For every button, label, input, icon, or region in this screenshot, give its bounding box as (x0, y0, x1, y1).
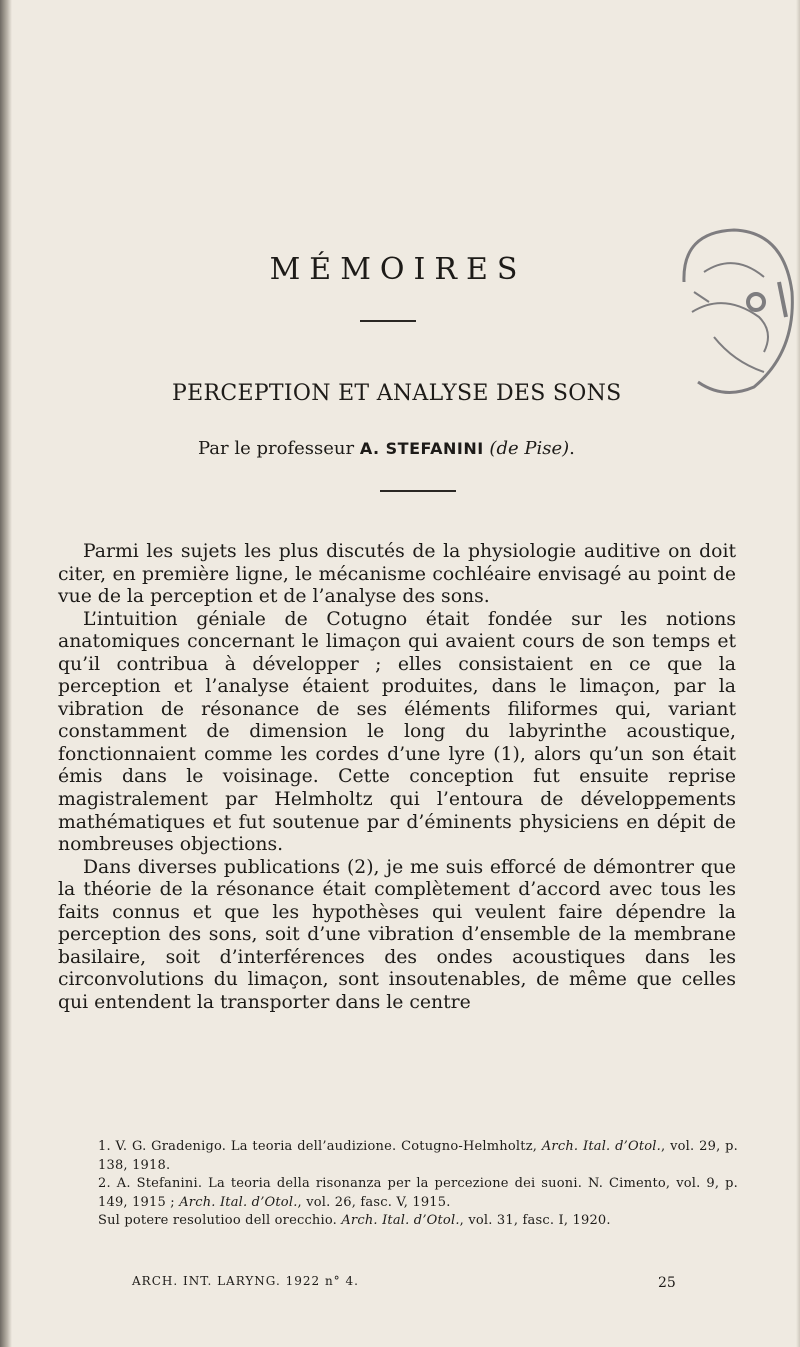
author-suffix: . (569, 438, 575, 459)
author-prefix: Par le professeur (198, 438, 360, 459)
paragraph: L’intuition géniale de Cotugno était fondée sur les notions anatomiques concernant le limaçon qui avaient cours de son temps et qu’il contribua à développer ; elles consistaient en ce que la perception et l’analyse étaient produites, dans le limaçon, par la vibration de résonance de ses éléments filiformes qui, variant constamment de dimension le long du labyrinthe acoustique, fonctionnaient comme les cordes d’une lyre (1), alors qu’un son était émis dans le voisinage. Cette conception fut ensuite reprise magistralement par Helmholtz qui l’entoura de développements mathématiques et fut soutenue par d’éminents physiciens en dépit de nombreuses objections. (58, 608, 736, 856)
footnote-3-text: Sul potere resolutioo dell orecchio. (98, 1213, 342, 1228)
footnote-1 (62, 1138, 738, 1175)
journal-footer: ARCH. INT. LARYNG. 1922 n° 4. (132, 1274, 359, 1288)
author-name: A. STEFANINI (359, 439, 484, 458)
paragraph: Dans diverses publications (2), je me suis efforcé de démontrer que la théorie de la résonance était complètement d’accord avec tous les faits connus et que les hypothèses qui veulent faire dépendre la perception des sons, soit d’une vibration d’ensemble de la membrane basilaire, soit d’interférences des ondes acoustiques dans les circonvolutions du limaçon, sont insoutenables, de même que celles qui entendent la transporter dans le centre (58, 856, 736, 1013)
footnote-2-text: 2. A. Stefanini. La teoria della risonanza per la percezione dei suoni. N. Cimento, vol. 9, p. 149, 1915 ; (98, 1176, 738, 1210)
footnote-2 (62, 1175, 738, 1212)
heading-rule (360, 320, 416, 322)
footnote-1-journal: Arch. Ital. d’Otol. (541, 1139, 662, 1154)
footnotes (62, 1138, 738, 1231)
page-edge-left (0, 0, 12, 1347)
body-text (58, 541, 736, 1014)
footnote-3-ref: , vol. 31, fasc. I, 1920. (459, 1213, 611, 1228)
section-heading: MÉMOIRES (269, 252, 527, 287)
footnote-3 (62, 1212, 738, 1231)
footnote-1-text: 1. V. G. Gradenigo. La teoria dell’audizione. Cotugno-Helmholtz, (98, 1139, 542, 1154)
author-line (198, 438, 575, 459)
footnote-3-journal: Arch. Ital. d’Otol. (341, 1213, 460, 1228)
footnote-2-journal: Arch. Ital. d’Otol. (179, 1194, 298, 1210)
article-title: PERCEPTION ET ANALYSE DES SONS (172, 381, 622, 406)
footnote-2-ref: , vol. 26, fasc. V, 1915. (297, 1194, 451, 1210)
title-rule (380, 490, 456, 492)
page-number: 25 (658, 1275, 676, 1291)
footnote-1-ref: , vol. 29, p. 138, 1918. (98, 1139, 739, 1173)
library-stamp (664, 222, 798, 404)
page-edge-right (796, 0, 800, 1347)
author-affiliation: (de Pise) (489, 438, 570, 459)
paragraph: Parmi les sujets les plus discutés de la physiologie auditive on doit citer, en première ligne, le mécanisme cochléaire envisagé au point de vue de la perception et de l’analyse des sons. (58, 541, 736, 608)
